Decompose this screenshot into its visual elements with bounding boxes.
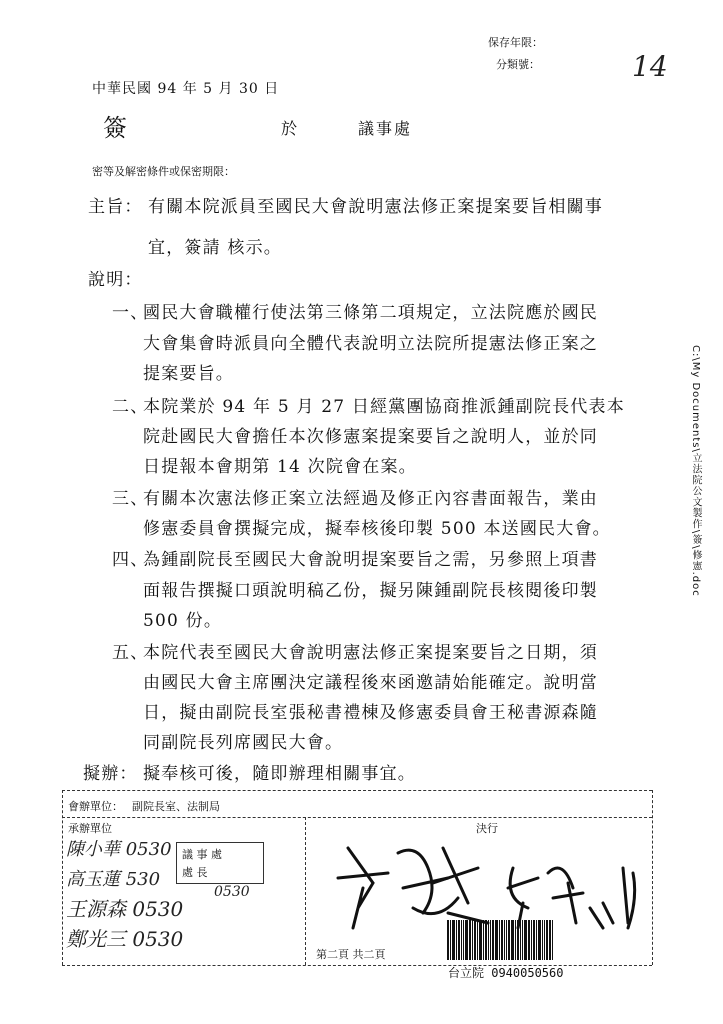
memo-at: 於 (281, 119, 298, 138)
footer-cosign-border (62, 817, 652, 818)
item-5-number: 五、 (112, 643, 149, 663)
signature-4: 鄭光三 0530 (66, 927, 184, 951)
item-3-line-2: 修憲委員會撰擬完成，擬奉核後印製 500 本送國民大會。 (143, 519, 611, 539)
barcode (447, 920, 569, 960)
footer-divider (305, 817, 306, 965)
stamp-date: 0530 (214, 884, 250, 900)
proposal-text: 擬奉核可後，隨即辦理相關事宜。 (143, 764, 416, 784)
item-4-number: 四、 (112, 550, 149, 570)
handling-label: 承辦單位 (68, 822, 112, 835)
stamp-line-2: 處 長 (182, 866, 208, 879)
item-2-line-3: 日提報本會期第 14 次院會在案。 (143, 457, 417, 477)
item-5-line-4: 同副院長列席國民大會。 (143, 733, 344, 753)
side-file-path: C:\My Documents\立法院公文製作\簽\修憲.doc (690, 345, 701, 597)
cosign-label: 會辦單位： (68, 800, 123, 813)
explanation-label: 說明： (88, 270, 143, 290)
signature-2: 高玉蓮 530 (66, 869, 161, 890)
subject-label: 主旨： (88, 197, 143, 217)
item-2-line-2: 院赴國民大會擔任本次修憲案提案要旨之說明人，並於同 (143, 427, 598, 447)
barcode-label: 台立院 0940050560 (448, 966, 564, 980)
footer-left-border (62, 790, 63, 965)
page-info: 第二頁 共二頁 (316, 948, 386, 961)
item-2-line-1: 本院業於 94 年 5 月 27 日經黨團協商推派鍾副院長代表本 (143, 397, 625, 417)
item-5-line-2: 由國民大會主席團決定議程後來函邀請始能確定。說明當 (143, 673, 598, 693)
decision-label: 決行 (476, 822, 498, 835)
classification-label: 分類號： (496, 58, 540, 71)
footer-right-border (652, 790, 653, 965)
item-1-line-1: 國民大會職權行使法第三條第二項規定，立法院應於國民 (143, 303, 598, 323)
stamp-line-1: 議 事 處 (182, 848, 222, 861)
signature-3: 王源森 0530 (66, 897, 184, 921)
item-3-line-1: 有關本次憲法修正案立法經過及修正內容書面報告，業由 (143, 489, 598, 509)
cosign-units: 副院長室、法制局 (132, 800, 220, 813)
footer-top-border (62, 790, 652, 791)
proposal-label: 擬辦： (83, 764, 138, 784)
signature-1: 陳小華 0530 (66, 839, 172, 860)
item-4-line-3: 500 份。 (143, 611, 223, 631)
item-5-line-1: 本院代表至國民大會說明憲法修正案提案要旨之日期，須 (143, 643, 598, 663)
footer-bottom-border (62, 965, 652, 966)
item-1-number: 一、 (112, 303, 149, 323)
item-1-line-3: 提案要旨。 (143, 364, 234, 384)
item-2-number: 二、 (112, 397, 149, 417)
item-4-line-1: 為鍾副院長至國民大會說明提案要旨之需，另參照上項書 (143, 550, 598, 570)
subject-line-2: 宜，簽請 核示。 (148, 238, 283, 258)
item-4-line-2: 面報告撰擬口頭說明稿乙份，擬另陳鍾副院長核閱後印製 (143, 581, 598, 601)
page-mark: 14 (632, 50, 668, 83)
memo-office: 議事處 (358, 119, 413, 138)
item-3-number: 三、 (112, 489, 149, 509)
retention-label: 保存年限： (488, 36, 543, 49)
declassification-label: 密等及解密條件或保密期限： (92, 165, 235, 178)
subject-line-1: 有關本院派員至國民大會說明憲法修正案提案要旨相關事 (148, 197, 603, 217)
item-5-line-3: 日，擬由副院長室張秘書禮棟及修憲委員會王秘書源森隨 (143, 703, 598, 723)
date-line: 中華民國 94 年 5 月 30 日 (92, 81, 280, 97)
memo-type: 簽 (103, 114, 127, 142)
item-1-line-2: 大會集會時派員向全體代表說明立法院所提憲法修正案之 (143, 334, 598, 354)
